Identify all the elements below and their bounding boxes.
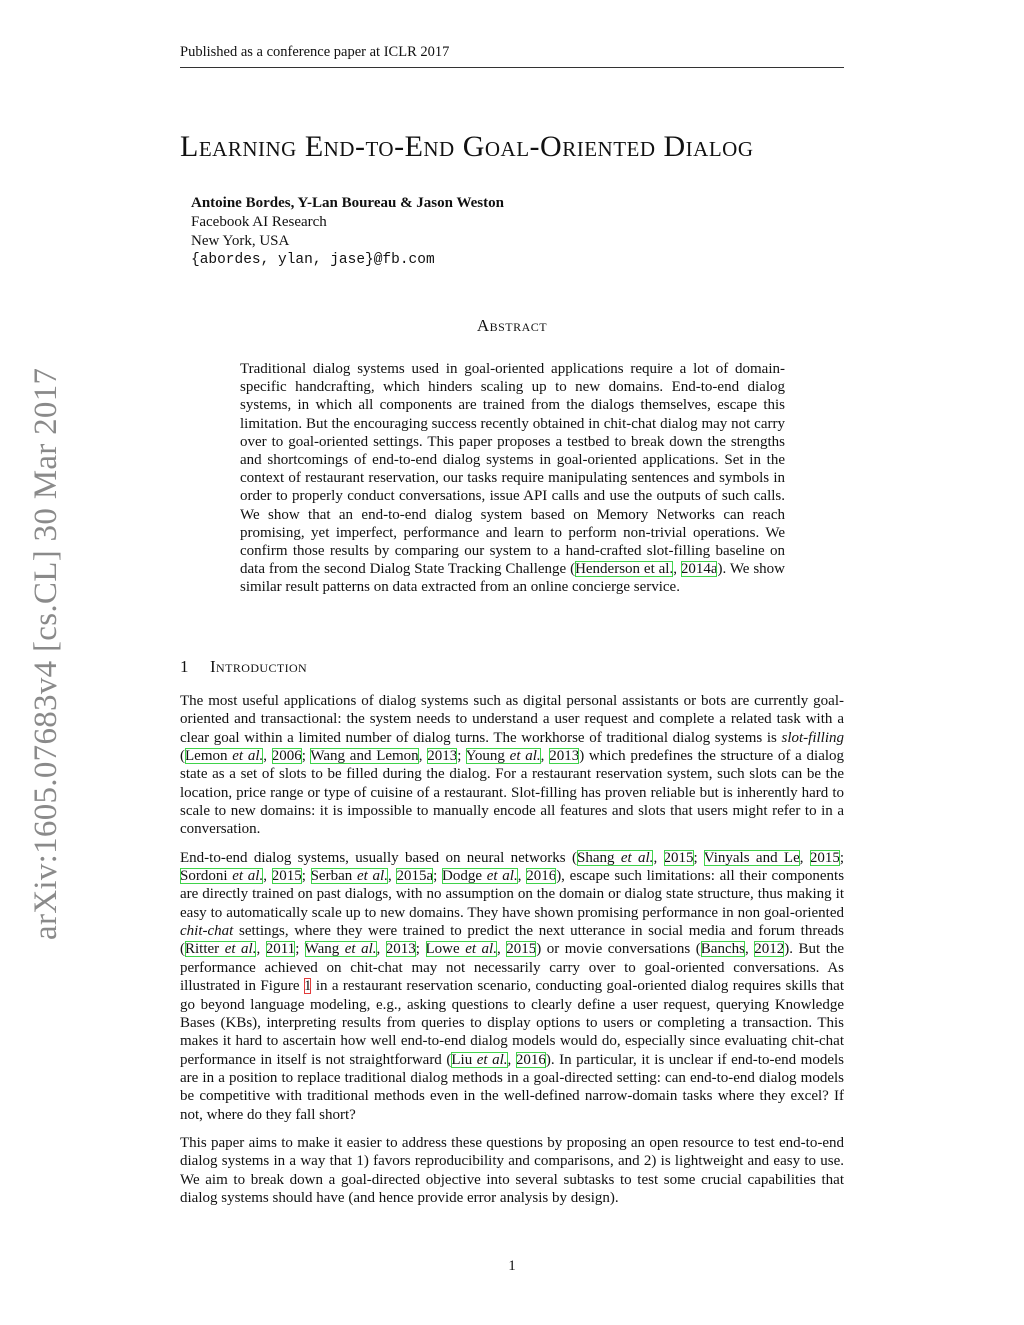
citation-link[interactable]: 2013 — [549, 748, 580, 765]
citation-link[interactable]: Liu et al. — [451, 1051, 508, 1068]
figure-reference-link[interactable]: 1 — [303, 978, 312, 995]
introduction-body — [180, 692, 844, 1217]
abstract-text: Traditional dialog systems used in goal-oriented applications require a lot of domain-specific handcrafting, which hinders scaling up to new domains. End-to-end dialog systems, in which all components are trained from the dialogs themselves, escape this limitation. But the encouraging success recently obtained in chit-chat dialog may not carry over to goal-oriented settings. This paper proposes a testbed to break down the strengths and shortcomings of end-to-end dialog systems in goal-oriented applications. Set in the context of restaurant reservation, our tasks require manipulating sentences and symbols in order to properly conduct conversations, issue API calls and use the outputs of such calls. We show that an end-to-end dialog system based on Memory Networks can reach promising, yet imperfect, performance and learn to perform non-trivial operations. We confirm those results by comparing our system to a hand-crafted slot-filling baseline on data from the second Dialog State Tracking Challenge (Henderson et al., 2014a). We show similar result patterns on data extracted from an online concierge service. — [240, 361, 785, 596]
citation-link[interactable]: Vinyals and Le — [703, 849, 800, 866]
citation-link[interactable]: 2015 — [809, 849, 840, 866]
author-email: {abordes, ylan, jase}@fb.com — [191, 252, 435, 268]
author-names: Antoine Bordes, Y-Lan Boureau & Jason Weston — [191, 195, 504, 211]
citation-link[interactable]: 2015 — [663, 849, 694, 866]
paper-title: Learning End-to-End Goal-Oriented Dialog — [180, 130, 754, 163]
citation-link[interactable]: Henderson et al. — [575, 561, 674, 578]
citation-link[interactable]: 2015 — [271, 868, 302, 885]
citation-link[interactable]: 2016 — [526, 868, 557, 885]
running-header: Published as a conference paper at ICLR 2017 — [180, 44, 844, 68]
citation-link[interactable]: 2006 — [271, 748, 302, 765]
paragraph: End-to-end dialog systems, usually based on neural networks (Shang et al., 2015; Vinyals and Le, 2015; Sordoni et al., 2015; Serban et al., 2015a; Dodge et al., 2016), escape such limitations: all their components are directly trained on past dialogs, with no assumption on the domain or dialog state structure, thus making it easy to automatically scale up to new domains. They have shown promising performance in non goal-oriented chit-chat settings, where they were trained to predict the next utterance in social media and forum threads (Ritter et al., 2011; Wang et al., 2013; Lowe et al., 2015) or movie conversations (Banchs, 2012). But the performance achieved on chit-chat may not necessarily carry over to goal-oriented conversations. As illustrated in Figure 1 in a restaurant reservation scenario, conducting goal-oriented dialog requires skills that go beyond language modeling, e.g., asking questions to clearly define a user request, querying Knowledge Bases (KBs), interpreting results from queries to display options to users or completing a transaction. This makes it hard to ascertain how well end-to-end dialog models would do, especially since evaluating chit-chat performance in itself is not straightforward (Liu et al., 2016). In particular, it is unclear if end-to-end models are in a position to replace traditional dialog methods in a goal-directed setting: can end-to-end dialog models be competitive with traditional methods even in the well-defined narrow-domain tasks where they excel? If not, where do they fall short? — [180, 849, 845, 1123]
section-heading — [180, 657, 844, 677]
citation-link[interactable]: 2013 — [385, 941, 416, 958]
citation-link[interactable]: 2016 — [515, 1051, 546, 1068]
author-affiliation: Facebook AI Research — [191, 214, 327, 230]
citation-link[interactable]: Wang and Lemon — [310, 748, 419, 765]
author-location: New York, USA — [191, 233, 290, 249]
author-block — [191, 194, 691, 270]
citation-link[interactable]: 2011 — [265, 941, 296, 958]
citation-link[interactable]: 2015 — [506, 941, 537, 958]
citation-link[interactable]: 2014a — [680, 561, 718, 578]
citation-link[interactable]: Serban et al. — [310, 868, 388, 885]
citation-link[interactable]: Young et al. — [465, 748, 541, 765]
citation-link[interactable]: Dodge et al. — [442, 868, 518, 885]
citation-link[interactable]: 2012 — [754, 941, 785, 958]
citation-link[interactable]: 2013 — [427, 748, 458, 765]
citation-link[interactable]: Wang et al. — [304, 941, 377, 958]
citation-link[interactable]: Lowe et al. — [425, 941, 497, 958]
page-number: 1 — [508, 1258, 516, 1274]
citation-link[interactable]: Sordoni et al. — [180, 868, 264, 885]
citation-link[interactable]: 2015a — [396, 868, 434, 885]
citation-link[interactable]: Lemon et al. — [185, 748, 264, 765]
section-title: Introduction — [210, 657, 308, 676]
abstract-body-end: ). We show similar result patterns on data extracted from an online concierge service. — [240, 561, 785, 596]
abstract-heading: Abstract — [476, 316, 548, 335]
section-number: 1 — [180, 657, 189, 676]
citation-link[interactable]: Shang et al. — [576, 849, 654, 866]
citation-link[interactable]: Banchs — [700, 941, 745, 958]
arxiv-identifier: arXiv:1605.07683v4 [cs.CL] 30 Mar 2017 — [28, 367, 64, 940]
paragraph: This paper aims to make it easier to address these questions by proposing an open resource to test end-to-end dialog systems in a way that 1) favors reproducibility and comparisons, and 2) is lightweight and easy to use. We aim to break down a goal-directed objective into several subtasks to test some crucial capabilities that dialog systems should have (and hence provide error analysis by design). — [180, 1134, 844, 1206]
citation-link[interactable]: Ritter et al. — [185, 941, 257, 958]
abstract-body: Traditional dialog systems used in goal-oriented applications require a lot of domain-specific handcrafting, which hinders scaling up to new domains. End-to-end dialog systems, in which all components are trained from the dialogs themselves, escape this limitation. But the encouraging success recently obtained in chit-chat dialog may not carry over to goal-oriented settings. This paper proposes a testbed to break down the strengths and shortcomings of end-to-end dialog systems in goal-oriented applications. Set in the context of restaurant reservation, our tasks require manipulating sentences and symbols in order to properly conduct conversations, issue API calls and use the outputs of such calls. We show that an end-to-end dialog system based on Memory Networks can reach promising, yet imperfect, performance and learn to perform non-trivial operations. We confirm those results by comparing our system to a hand-crafted slot-filling baseline on data from the second Dialog State Tracking Challenge ( — [240, 361, 785, 578]
paragraph: The most useful applications of dialog systems such as digital personal assistants or bots are currently goal-oriented and transactional: the system needs to understand a user request and complete a related task with a clear goal within a limited number of dialog turns. The workhorse of traditional dialog systems is slot-filling (Lemon et al., 2006; Wang and Lemon, 2013; Young et al., 2013) which predefines the structure of a dialog state as a set of slots to be filled during the dialog. For a restaurant reservation system, such slots can be the location, price range or type of cuisine of a restaurant. Slot-filling has proven reliable but is inherently hard to scale to new domains: it is impossible to manually encode all features and slots that users might refer to in a conversation. — [180, 693, 845, 838]
